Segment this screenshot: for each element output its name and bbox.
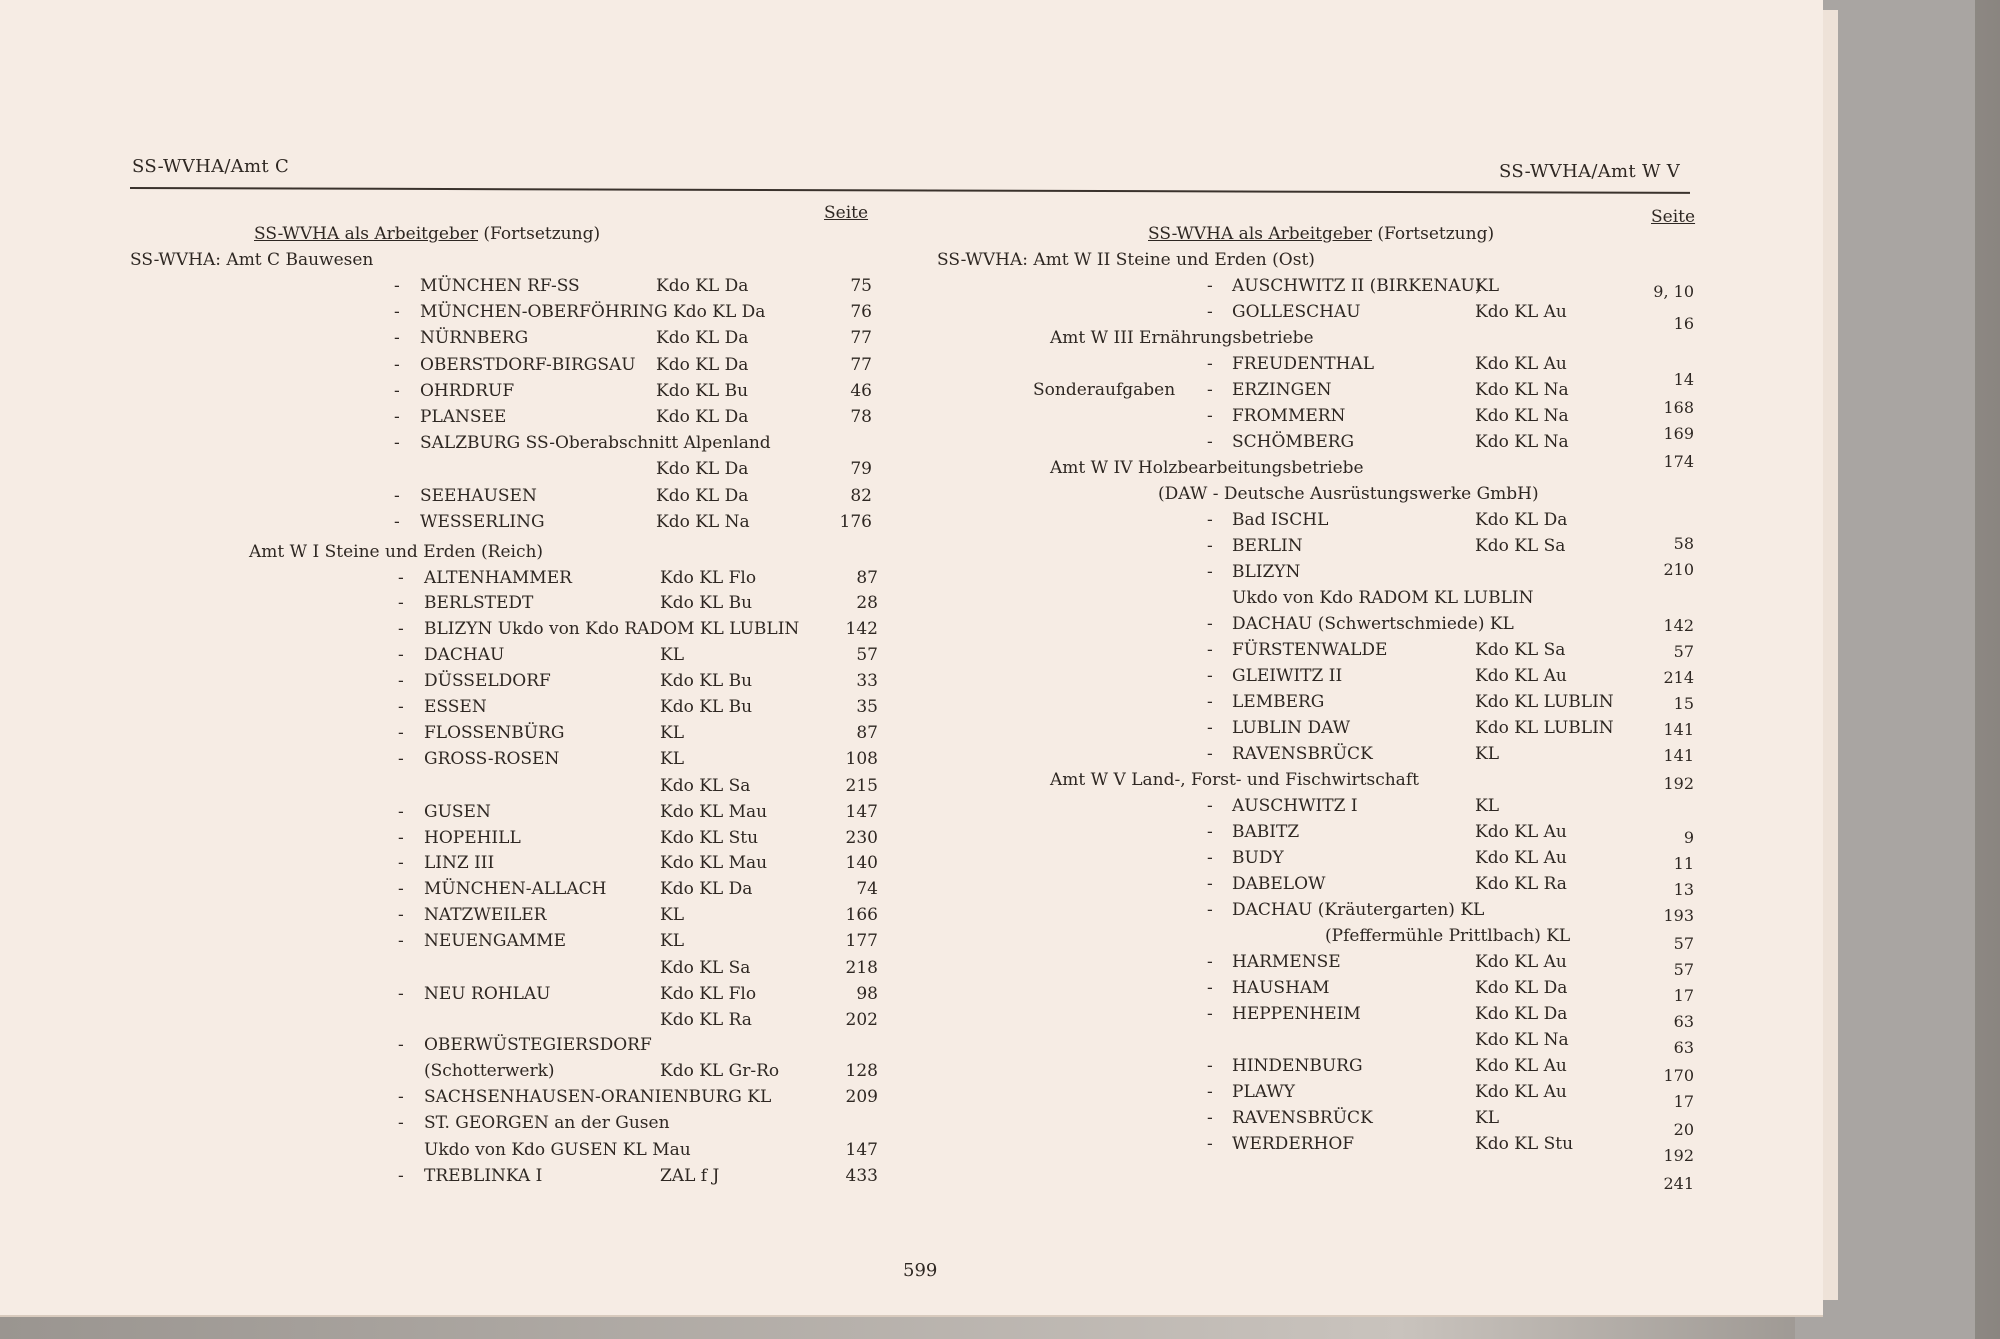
entry-unit: Kdo KL Na — [1475, 406, 1569, 426]
entry-location: GOLLESCHAU — [1232, 302, 1361, 322]
entry-dash: - — [394, 328, 400, 348]
entry-location: ESSEN — [424, 697, 487, 717]
entry-dash: - — [1207, 380, 1213, 400]
entry-page: 14 — [1673, 370, 1694, 389]
entry-dash: - — [398, 645, 404, 665]
entry-unit: Kdo KL Stu — [660, 828, 759, 848]
entry-unit: KL — [1475, 1108, 1499, 1128]
entry-dash: - — [1207, 952, 1213, 972]
entry-page: 57 — [856, 645, 878, 665]
entry-dash: - — [1207, 666, 1213, 686]
entry-dash: - — [398, 879, 404, 899]
entry-page: 170 — [1663, 1066, 1694, 1085]
entry-page: 193 — [1663, 906, 1694, 925]
header-rule — [130, 187, 1690, 194]
entry-location: OBERWÜSTEGIERSDORF — [424, 1035, 652, 1055]
entry-page: 76 — [850, 302, 872, 322]
entry-dash: - — [1207, 1082, 1213, 1102]
entry-location: ST. GEORGEN an der Gusen — [424, 1113, 670, 1133]
entry-location: Bad ISCHL — [1232, 510, 1329, 530]
entry-location: Ukdo von Kdo RADOM KL LUBLIN — [1232, 588, 1534, 608]
list-item — [0, 768, 1800, 792]
entry-dash: - — [1207, 1004, 1213, 1024]
entry-location: DÜSSELDORF — [424, 671, 551, 691]
entry-dash: - — [398, 802, 404, 822]
entry-page: 177 — [845, 931, 878, 951]
entry-dash: - — [1207, 1056, 1213, 1076]
entry-location: LINZ III — [424, 853, 495, 873]
entry-location: HINDENBURG — [1232, 1056, 1363, 1076]
list-item — [0, 482, 1800, 506]
entry-page: 140 — [845, 853, 878, 873]
entry-page: 147 — [845, 1140, 878, 1160]
entry-location: FROMMERN — [1232, 406, 1346, 426]
entry-location: GUSEN — [424, 802, 491, 822]
entry-unit: Kdo KL Au — [1475, 1056, 1567, 1076]
entry-unit: KL — [660, 645, 684, 665]
entry-unit: KL — [1475, 796, 1499, 816]
entry-page: 58 — [1673, 534, 1694, 553]
entry-location: OBERSTDORF-BIRGSAU — [420, 355, 636, 375]
entry-dash: - — [1207, 978, 1213, 998]
entry-page: 78 — [850, 407, 872, 427]
entry-dash: - — [1207, 510, 1213, 530]
entry-heading: (DAW - Deutsche Ausrüstungswerke GmbH) — [1158, 484, 1539, 504]
entry-location: PLAWY — [1232, 1082, 1296, 1102]
list-item — [0, 1164, 900, 1188]
entry-unit: Kdo KL Au — [1475, 354, 1567, 374]
entry-dash: - — [398, 723, 404, 743]
entry-page: 82 — [850, 486, 872, 506]
entry-page: 141 — [1663, 746, 1694, 765]
entry-page: 11 — [1673, 854, 1694, 873]
entry-unit: Kdo KL Na — [1475, 432, 1569, 452]
entry-location: MÜNCHEN RF-SS — [420, 276, 580, 296]
entry-unit: Kdo KL Da — [656, 486, 749, 506]
entry-dash: - — [1207, 848, 1213, 868]
entry-dash: - — [398, 984, 404, 1004]
section-title-suffix: (Fortsetzung) — [478, 224, 601, 244]
entry-location: PLANSEE — [420, 407, 507, 427]
entry-dash: - — [394, 381, 400, 401]
entry-page: 77 — [850, 355, 872, 375]
running-head-right: SS-WVHA/Amt W V — [1499, 161, 1681, 182]
entry-location: Ukdo von Kdo GUSEN KL Mau — [424, 1140, 691, 1160]
entry-dash: - — [1207, 432, 1213, 452]
entry-unit: Kdo KL Da — [1475, 978, 1568, 998]
entry-page: 17 — [1673, 986, 1694, 1005]
entry-location: NEUENGAMME — [424, 931, 566, 951]
entry-page: 192 — [1663, 774, 1694, 793]
entry-dash: - — [398, 1166, 404, 1186]
entry-unit: Kdo KL Au — [1475, 666, 1567, 686]
entry-unit: Kdo KL Au — [1475, 848, 1567, 868]
entry-unit: Kdo KL Bu — [660, 697, 753, 717]
entry-unit: Kdo KL Sa — [660, 958, 751, 978]
entry-dash: - — [1207, 718, 1213, 738]
entry-location: SACHSENHAUSEN-ORANIENBURG KL — [424, 1087, 772, 1107]
entry-dash: - — [398, 697, 404, 717]
entry-unit: Kdo KL Da — [660, 879, 753, 899]
entry-unit: Kdo KL Stu — [1475, 1134, 1574, 1154]
entry-dash: - — [398, 1035, 404, 1055]
entry-unit: ZAL f J — [660, 1166, 720, 1186]
left-subsection-heading: Amt W I Steine und Erden (Reich) — [249, 542, 544, 562]
entry-page: 169 — [1663, 424, 1694, 443]
entry-location: BABITZ — [1232, 822, 1300, 842]
entry-page: 128 — [845, 1061, 878, 1081]
entry-dash: - — [398, 749, 404, 769]
entry-location: SALZBURG SS-Oberabschnitt Alpenland — [420, 433, 771, 453]
entry-page: 57 — [1673, 960, 1694, 979]
entry-location: FREUDENTHAL — [1232, 354, 1374, 374]
entry-dash: - — [394, 433, 400, 453]
entry-location: HOPEHILL — [424, 828, 521, 848]
entry-page: 57 — [1673, 642, 1694, 661]
entry-unit: Kdo KL Au — [1475, 952, 1567, 972]
entry-unit: Kdo KL LUBLIN — [1475, 692, 1614, 712]
entry-location: NÜRNBERG — [420, 328, 529, 348]
entry-page: 230 — [845, 828, 878, 848]
entry-unit: Kdo KL Mau — [660, 853, 768, 873]
entry-unit: Kdo KL Na — [1475, 1030, 1569, 1050]
entry-page: 35 — [856, 697, 878, 717]
entry-unit: Kdo KL Da — [656, 355, 749, 375]
entry-dash: - — [398, 671, 404, 691]
entry-unit: Kdo KL Sa — [1475, 536, 1566, 556]
section-title-underlined: SS-WVHA als Arbeitgeber — [254, 224, 479, 244]
entry-location: FLOSSENBÜRG — [424, 723, 565, 743]
entry-page: 77 — [850, 328, 872, 348]
entry-dash: - — [398, 1113, 404, 1133]
entry-dash: - — [1207, 562, 1213, 582]
entry-location: BUDY — [1232, 848, 1284, 868]
list-item — [0, 274, 1800, 301]
entry-unit: Kdo KL Sa — [660, 776, 751, 796]
entry-location: DACHAU (Kräutergarten) KL — [1232, 900, 1485, 920]
entry-unit: Kdo KL LUBLIN — [1475, 718, 1614, 738]
entry-unit: KL — [1475, 276, 1499, 296]
entry-location: SEEHAUSEN — [420, 486, 537, 506]
entry-page: 209 — [845, 1087, 878, 1107]
entry-dash: - — [394, 407, 400, 427]
entry-page: 87 — [856, 723, 878, 743]
entry-page: 16 — [1673, 314, 1694, 333]
running-head-left: SS-WVHA/Amt C — [132, 156, 290, 177]
entry-page: 74 — [856, 879, 878, 899]
entry-location: DACHAU (Schwertschmiede) KL — [1232, 614, 1514, 634]
entry-page: 33 — [856, 671, 878, 691]
entry-location: BERLIN — [1232, 536, 1303, 556]
entry-dash: - — [398, 853, 404, 873]
entry-dash: - — [1207, 874, 1213, 894]
left-section-title — [254, 222, 600, 246]
entry-dash: - — [1207, 692, 1213, 712]
entry-location: GROSS-ROSEN — [424, 749, 560, 769]
entry-location: NEU ROHLAU — [424, 984, 551, 1004]
entry-page: 210 — [1663, 560, 1694, 579]
entry-dash: - — [1207, 900, 1213, 920]
entry-location: TREBLINKA I — [424, 1166, 543, 1186]
entry-unit: Kdo KL Da — [656, 328, 749, 348]
right-office-heading: SS-WVHA: Amt W II Steine und Erden (Ost) — [937, 250, 1315, 270]
entry-location: AUSCHWITZ II (BIRKENAU) — [1232, 276, 1482, 296]
entry-dash: - — [1207, 640, 1213, 660]
entry-unit: Kdo KL Flo — [660, 984, 757, 1004]
entry-dash: - — [1207, 536, 1213, 556]
entry-heading: Amt W IV Holzbearbeitungsbetriebe — [1050, 458, 1364, 478]
left-office-heading: SS-WVHA: Amt C Bauwesen — [130, 250, 374, 270]
entry-page: 218 — [845, 958, 878, 978]
entry-page: 79 — [850, 459, 872, 479]
entry-unit: Kdo KL Au — [1475, 822, 1567, 842]
entry-page: 17 — [1673, 1092, 1694, 1111]
entry-unit: Kdo KL Mau — [660, 802, 768, 822]
entry-unit: KL — [660, 905, 684, 925]
entry-location: RAVENSBRÜCK — [1232, 744, 1373, 764]
list-item — [0, 300, 1800, 333]
entry-heading: Sonderaufgaben — [1033, 380, 1176, 400]
entry-page: 46 — [850, 381, 872, 401]
entry-unit: KL — [1475, 744, 1499, 764]
entry-location: ERZINGEN — [1232, 380, 1332, 400]
right-section-title — [1148, 222, 1494, 246]
entry-location: WESSERLING — [420, 512, 545, 532]
section-title-suffix: (Fortsetzung) — [1372, 224, 1495, 244]
entry-unit: KL — [660, 723, 684, 743]
entry-location: WERDERHOF — [1232, 1134, 1355, 1154]
entry-location: DABELOW — [1232, 874, 1326, 894]
entry-location: MÜNCHEN-ALLACH — [424, 879, 607, 899]
entry-dash: - — [1207, 1108, 1213, 1128]
entry-page: 176 — [839, 512, 872, 532]
entry-dash: - — [398, 593, 404, 613]
entry-dash: - — [394, 302, 400, 322]
entry-location: OHRDRUF — [420, 381, 515, 401]
entry-page: 108 — [845, 749, 878, 769]
entry-dash: - — [1207, 406, 1213, 426]
entry-location: DACHAU — [424, 645, 505, 665]
entry-unit: Kdo KL Bu — [660, 671, 753, 691]
entry-unit: KL — [660, 749, 684, 769]
entry-dash: - — [1207, 1134, 1213, 1154]
entry-location: GLEIWITZ II — [1232, 666, 1343, 686]
entry-dash: - — [1207, 796, 1213, 816]
entry-location: BLIZYN Ukdo von Kdo RADOM KL LUBLIN — [424, 619, 800, 639]
page-column-label-right: Seite — [1651, 207, 1696, 227]
entry-unit: Kdo KL Au — [1475, 302, 1567, 322]
entry-unit: Kdo KL Gr-Ro — [660, 1061, 780, 1081]
entry-page: 433 — [845, 1166, 878, 1186]
entry-page: 75 — [850, 276, 872, 296]
entry-dash: - — [1207, 744, 1213, 764]
entry-unit: Kdo KL Au — [1475, 1082, 1567, 1102]
entry-unit: Kdo KL Bu — [656, 381, 749, 401]
entry-page: 141 — [1663, 720, 1694, 739]
entry-dash: - — [394, 486, 400, 506]
entry-page: 174 — [1663, 452, 1694, 471]
entry-dash: - — [1207, 276, 1213, 296]
entry-location: (Pfeffermühle Prittlbach) KL — [1325, 926, 1571, 946]
entry-location: HEPPENHEIM — [1232, 1004, 1361, 1024]
entry-location: HARMENSE — [1232, 952, 1341, 972]
entry-page: 28 — [856, 593, 878, 613]
entry-location: BERLSTEDT — [424, 593, 534, 613]
entry-page: 9, 10 — [1653, 282, 1694, 301]
entry-unit: Kdo KL Na — [1475, 380, 1569, 400]
entry-page: 9 — [1683, 828, 1694, 847]
entry-dash: - — [394, 276, 400, 296]
entry-location: RAVENSBRÜCK — [1232, 1108, 1373, 1128]
entry-unit: Kdo KL Ra — [660, 1010, 752, 1030]
list-item — [0, 352, 1800, 389]
entry-location: LUBLIN DAW — [1232, 718, 1351, 738]
entry-page: 20 — [1673, 1120, 1694, 1139]
entry-dash: - — [398, 905, 404, 925]
entry-page: 215 — [845, 776, 878, 796]
entry-unit: Kdo KL Da — [656, 459, 749, 479]
entry-location: SCHÖMBERG — [1232, 432, 1355, 452]
entry-page: 57 — [1673, 934, 1694, 953]
entry-location: MÜNCHEN-OBERFÖHRING Kdo KL Da — [420, 302, 766, 322]
entry-dash: - — [1207, 822, 1213, 842]
list-item — [0, 326, 1800, 350]
entry-page: 142 — [1663, 616, 1694, 635]
entry-heading: Amt W V Land-, Forst- und Fischwirtschaft — [1050, 770, 1419, 790]
entry-dash: - — [1207, 614, 1213, 634]
entry-unit: Kdo KL Ra — [1475, 874, 1567, 894]
entry-dash: - — [398, 568, 404, 588]
entry-page: 87 — [856, 568, 878, 588]
entry-page: 202 — [845, 1010, 878, 1030]
entry-location: NATZWEILER — [424, 905, 547, 925]
entry-dash: - — [1207, 354, 1213, 374]
page-column-label-left: Seite — [824, 203, 869, 223]
entry-location: AUSCHWITZ I — [1232, 796, 1358, 816]
entry-page: 214 — [1663, 668, 1694, 687]
entry-page: 98 — [856, 984, 878, 1004]
entry-dash: - — [394, 355, 400, 375]
entry-page: 15 — [1673, 694, 1694, 713]
page-number: 599 — [903, 1260, 938, 1281]
entry-page: 142 — [845, 619, 878, 639]
entry-page: 147 — [845, 802, 878, 822]
entry-location: (Schotterwerk) — [424, 1061, 555, 1081]
entry-heading: Amt W III Ernährungsbetriebe — [1050, 328, 1314, 348]
entry-page: 166 — [845, 905, 878, 925]
entry-dash: - — [1207, 302, 1213, 322]
list-item — [0, 456, 1800, 480]
entry-unit: Kdo KL Da — [656, 276, 749, 296]
entry-page: 13 — [1673, 880, 1694, 899]
entry-unit: Kdo KL Na — [656, 512, 750, 532]
entry-unit: Kdo KL Flo — [660, 568, 757, 588]
entry-location: FÜRSTENWALDE — [1232, 640, 1388, 660]
entry-dash: - — [394, 512, 400, 532]
entry-location: LEMBERG — [1232, 692, 1325, 712]
entry-unit: Kdo KL Da — [1475, 1004, 1568, 1024]
entry-location: HAUSHAM — [1232, 978, 1330, 998]
entry-unit: Kdo KL Da — [1475, 510, 1568, 530]
entry-page: 63 — [1673, 1038, 1694, 1057]
entry-location: ALTENHAMMER — [424, 568, 572, 588]
entry-dash: - — [398, 1087, 404, 1107]
entry-dash: - — [398, 931, 404, 951]
section-title-underlined: SS-WVHA als Arbeitgeber — [1148, 224, 1373, 244]
entry-unit: Kdo KL Bu — [660, 593, 753, 613]
entry-page: 192 — [1663, 1146, 1694, 1165]
entry-dash: - — [398, 619, 404, 639]
entry-unit: Kdo KL Sa — [1475, 640, 1566, 660]
entry-page: 241 — [1663, 1174, 1694, 1193]
entry-page: 63 — [1673, 1012, 1694, 1031]
entry-dash: - — [398, 828, 404, 848]
entry-page: 168 — [1663, 398, 1694, 417]
entry-unit: KL — [660, 931, 684, 951]
entry-location: BLIZYN — [1232, 562, 1301, 582]
entry-unit: Kdo KL Da — [656, 407, 749, 427]
list-item — [0, 560, 1800, 584]
